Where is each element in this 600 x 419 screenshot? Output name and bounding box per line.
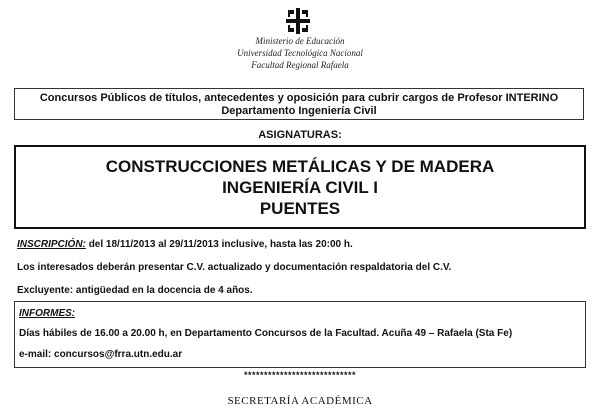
- footer-signature: SECRETARÍA ACADÉMICA: [227, 395, 373, 407]
- exclusion-text: Excluyente: antigüedad en la docencia de 4 años.: [17, 285, 253, 296]
- subject-1: CONSTRUCCIONES METÁLICAS Y DE MADERA: [105, 157, 495, 176]
- informes-hours: Días hábiles de 16.00 a 20.00 h, en Departamento Concursos de la Facultad. Acuña 49 – Rafaela (Sta Fe): [19, 328, 513, 339]
- notice-department: Departamento Ingeniería Civil: [221, 105, 377, 117]
- university-text: Universidad Tecnológica Nacional: [237, 48, 363, 58]
- requirements-text: Los interesados deberán presentar C.V. actualizado y documentación respaldatoria del C.V.: [17, 262, 452, 273]
- subject-2: INGENIERÍA CIVIL I: [222, 178, 378, 197]
- subjects-label: ASIGNATURAS:: [258, 129, 342, 141]
- notice-box: [14, 88, 584, 120]
- inscription-line: [17, 239, 353, 250]
- subject-3: PUENTES: [259, 199, 341, 218]
- inscription-dates: del 18/11/2013 al 29/11/2013 inclusive, hasta las 20:00 h.: [88, 239, 353, 250]
- subjects-box: [14, 145, 586, 229]
- separator: ****************************: [243, 370, 357, 380]
- informes-box: [14, 301, 586, 368]
- informes-email: e-mail: concursos@frra.utn.edu.ar: [19, 349, 183, 360]
- utn-logo-icon: [286, 8, 310, 34]
- notice-title: Concursos Públicos de títulos, antecedentes y oposición para cubrir cargos de Profesor INTERINO: [39, 92, 559, 104]
- informes-label: INFORMES:: [19, 308, 76, 319]
- ministry-text: Ministerio de Educación: [255, 36, 345, 46]
- inscription-label: INSCRIPCIÓN:: [17, 239, 86, 250]
- faculty-text: Facultad Regional Rafaela: [251, 60, 349, 70]
